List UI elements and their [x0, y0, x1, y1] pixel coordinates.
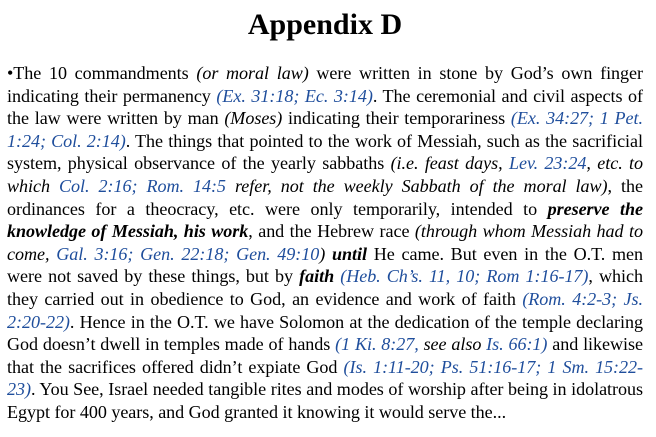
text-segment: . You See, Israel needed tangible rites and modes of worship after being in idolatrous Egypt for 400 years, and God granted it knowing it would serve the...	[7, 379, 643, 422]
text-segment: He came. But even in the O.T. men were not saved by these things, but by	[7, 243, 643, 287]
text-segment: were written in stone by God’s own finger indicating their permanency	[7, 63, 643, 106]
scripture-reference: Col. 2:16; Rom. 14:5	[59, 175, 226, 196]
italic-note: see also	[423, 334, 482, 355]
italic-note: )	[319, 243, 326, 264]
emphasis-text: until	[325, 243, 367, 264]
text-segment: . The things that pointed to the work of Messiah, such as the sacrificial system, physical observance of the yearly sabbaths	[7, 130, 643, 174]
text-segment: , and the Hebrew race	[248, 221, 415, 242]
text-segment: •The 10 commandments	[7, 63, 197, 83]
italic-note: (through whom Messiah had to come,	[7, 221, 643, 264]
scripture-reference: (1 Ki. 8:27,	[335, 334, 424, 355]
text-segment: . Hence in the O.T. we have Solomon at the dedication of the temple declaring God doesn’t dwell in temples made of hands	[7, 311, 643, 355]
scripture-reference: (Ex. 31:18; Ec. 3:14)	[216, 85, 373, 106]
scripture-reference: (Heb. Ch’s. 11, 10; Rom 1:16-17)	[334, 266, 589, 287]
emphasis-text: preserve the knowledge of Messiah, his work	[7, 198, 644, 242]
scripture-reference: (Rom. 4:2-3; Js. 2:20-22)	[7, 288, 643, 332]
italic-note: refer, not the weekly Sabbath of the moral law)	[225, 175, 608, 196]
body-paragraph	[7, 62, 643, 424]
text-segment: indicating their temporariness	[282, 108, 511, 129]
scripture-reference: Lev. 23:24	[508, 153, 587, 174]
italic-note: (or moral law)	[196, 63, 309, 83]
text-segment: . The ceremonial and civil aspects of the law were written by man	[7, 85, 643, 129]
italic-note: (Moses)	[224, 108, 283, 129]
emphasis-text: faith	[299, 266, 335, 287]
italic-note: (i.e. feast days,	[390, 153, 509, 174]
scripture-reference: Gal. 3:16; Gen. 22:18; Gen. 49:10	[56, 243, 320, 264]
text-segment: , which they carried out in obedience to God, an evidence and work of faith	[7, 266, 643, 309]
italic-note: , etc. to which	[7, 153, 644, 196]
scripture-reference: Is. 66:1)	[481, 334, 548, 355]
page-title: Appendix D	[247, 8, 403, 41]
text-segment: , the ordinances for a theocracy, etc. were only temporarily, intended to	[7, 175, 643, 219]
scripture-reference: (Is. 1:11-20; Ps. 51:16-17; 1 Sm. 15:22-23)	[7, 356, 644, 400]
scripture-reference: (Ex. 34:27; 1 Pet. 1:24; Col. 2:14)	[7, 108, 643, 151]
text-segment: and likewise that the sacrifices offered didn’t expiate God	[7, 334, 643, 377]
